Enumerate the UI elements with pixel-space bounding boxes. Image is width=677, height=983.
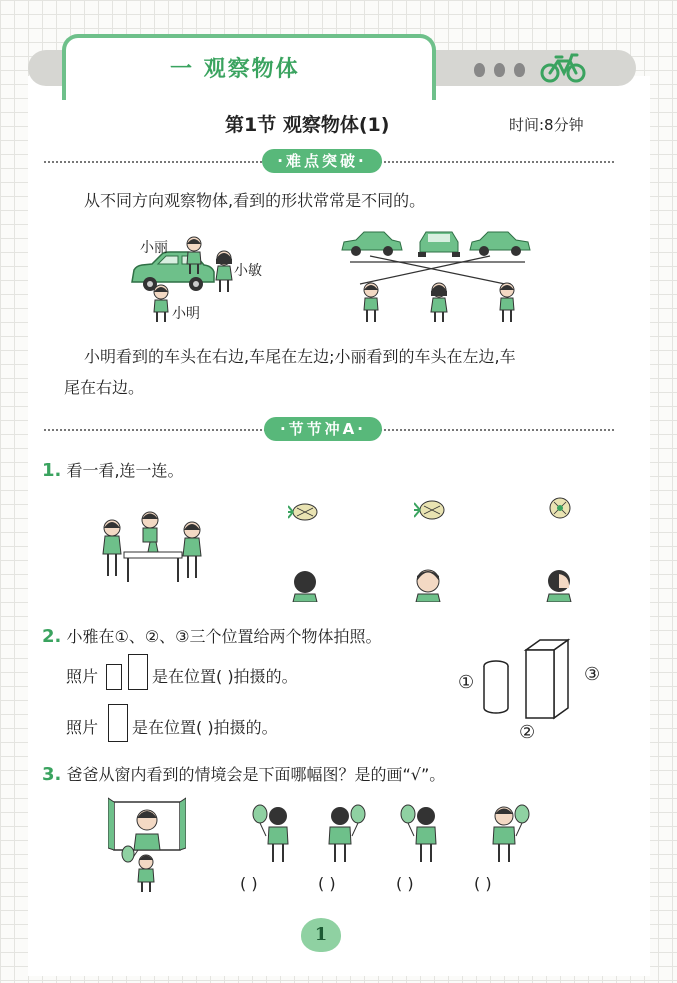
name-label: 小丽	[140, 240, 168, 256]
child-head-front-icon	[412, 568, 444, 602]
question-number: 1.	[42, 460, 62, 481]
child-figure-icon	[213, 250, 235, 294]
decor-dot	[514, 63, 525, 77]
child-figure-icon	[183, 236, 205, 276]
practice-badge: ·节节冲A·	[264, 417, 382, 441]
photo-box-prism-only	[108, 704, 128, 742]
cylinder-and-prism-icon	[480, 638, 576, 722]
question-text: 爸爸从窗内看到的情境会是下面哪幅图？是的画“√”。	[66, 765, 446, 784]
answer-blank-4[interactable]: ( )	[474, 874, 492, 893]
boy-with-balloon-icon	[252, 800, 296, 866]
decor-dot	[474, 63, 485, 77]
pineapple-icon	[288, 498, 318, 522]
position-3-label: ③	[584, 664, 601, 685]
answer-blank-3[interactable]: ( )	[396, 874, 414, 893]
page-number-badge	[301, 918, 341, 952]
page-number: 1	[314, 924, 328, 945]
time-label: 时间:8分钟	[509, 116, 584, 134]
photo-line-1-suffix: 是在位置( )拍摄的。	[152, 667, 298, 686]
position-1-label: ①	[458, 672, 475, 693]
explain-line-2: 尾在右边。	[64, 378, 145, 397]
photo-box-circle-side	[106, 664, 122, 690]
question-1	[42, 458, 184, 481]
pineapple-top-icon	[548, 496, 572, 520]
pineapple-icon	[414, 496, 448, 522]
name-label: 小明	[172, 306, 200, 322]
child-figure-icon	[150, 284, 172, 324]
child-figure-icon	[428, 282, 450, 324]
answer-blank-2[interactable]: ( )	[318, 874, 336, 893]
photo-line-2-suffix: 是在位置( )拍摄的。	[132, 718, 278, 737]
chapter-title: 一 观察物体	[170, 57, 300, 82]
decor-dot	[494, 63, 505, 77]
position-2-label: ②	[519, 722, 536, 743]
boy-with-balloon-icon	[486, 800, 530, 866]
child-figure-icon	[496, 282, 518, 324]
question-2	[42, 624, 382, 647]
question-text: 看一看,连一连。	[66, 461, 184, 480]
kids-around-table-icon	[100, 506, 205, 586]
question-number: 3.	[42, 764, 62, 785]
window-with-father-icon	[108, 796, 186, 892]
intro-text: 从不同方向观察物体,看到的形状常常是不同的。	[84, 191, 426, 210]
photo-line-2-prefix: 照片	[66, 718, 99, 737]
photo-box-prism-side	[128, 654, 148, 690]
child-head-side-icon	[544, 568, 574, 602]
child-figure-icon	[360, 282, 382, 324]
question-number: 2.	[42, 626, 62, 647]
question-3	[42, 762, 445, 785]
boy-with-balloon-icon	[322, 800, 366, 866]
answer-blank-1[interactable]: ( )	[240, 874, 258, 893]
difficulty-badge: ·难点突破·	[262, 149, 382, 173]
bicycle-icon	[540, 52, 586, 84]
question-text: 小雅在①、②、③三个位置给两个物体拍照。	[66, 627, 382, 646]
child-head-back-icon	[290, 570, 320, 602]
photo-line-1-prefix: 照片	[66, 667, 99, 686]
name-label: 小敏	[234, 263, 262, 279]
boy-with-balloon-icon	[400, 800, 444, 866]
explain-line-1: 小明看到的车头在右边,车尾在左边;小丽看到的车头在左边,车	[84, 347, 516, 366]
section-title: 第1节 观察物体(1)	[225, 114, 390, 136]
